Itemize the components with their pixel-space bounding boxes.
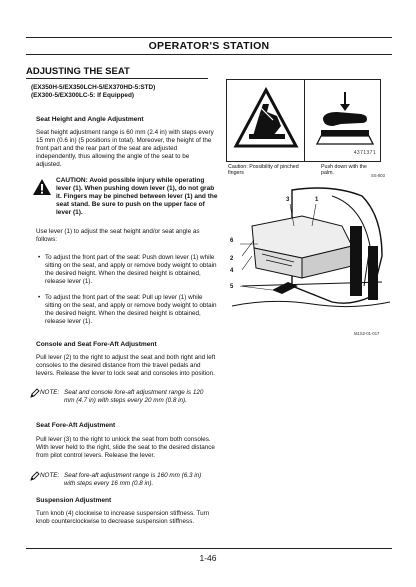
callout-2: 2 [230,256,234,262]
bullet-dot: • [38,294,41,301]
seat-assembly-illustration [232,186,390,326]
bullet-dot: • [38,254,41,261]
pencil-icon [30,471,40,481]
para-suspension: Turn knob (4) clockwise to increase suspension stiffness. Turn knob counterclockwise to decrease suspension stiffness. [36,510,210,525]
bullet-rear-text: To adjust the front part of the seat: Pull up lever (1) while sitting on the seat, and apply or remove body weight to obtain the desired height. When the desired height is obtained, release lever (1). [45,294,217,325]
caution-text: CAUTION: Avoid possible injury while operating lever (1). When pushing down lever (1), do not grab it. Fingers may be pinched between lever (1) and the seat stand. Be sure to push on the upper face of lever (1). [56,177,218,217]
caption-pinched: Caution: Possibility of pinched fingers [228,164,299,177]
pictogram-divider [304,80,305,161]
part-number: 4371371 [353,150,376,156]
para-console-adjust: Pull lever (2) to the right to adjust the seat and both right and left consoles to the desired distance from the travel pedals and levers. Release the lever to lock seat and consoles into position. [36,354,216,377]
palm-push-icon [315,88,375,146]
heading-fore-aft: Seat Fore-Aft Adjustment [36,422,116,429]
header-rule-top [26,37,392,38]
figure2-code: M1S2-01-017 [354,331,380,336]
heading-suspension: Suspension Adjustment [36,497,112,504]
para-height-adjust: Seat height adjustment range is 60 mm (2.4 in) with steps every 15 mm (0.6 in) (5 positions in total). Moreover, the height of the front part and the rear part of the seat are adjusted independently, thus allowing the angle of the seat to be adjusted. [36,129,214,168]
callout-6: 6 [230,238,234,244]
footer-rule [26,548,392,549]
callout-4: 4 [230,268,234,274]
section-rule [26,78,208,79]
pencil-icon [30,388,40,398]
model-line-2: (EX300-5/EX300LC-5: If Equipped) [31,92,134,99]
header-rule-bottom [26,54,392,55]
caption-push-down: Push down with the palm. [321,164,367,177]
callout-5: 5 [230,284,234,290]
model-line-1: (EX350H-5/EX350LCH-5/EX370HD-5:STD) [31,84,156,91]
callout-3: 3 [286,197,290,203]
para-fore-aft: Pull lever (3) to the right to unlock the seat from both consoles. With lever held to the right, slide the seat to the desired distance from pilot control levers. Release the lever. [36,436,215,459]
pinch-warning-icon [233,86,299,152]
note-fore-aft-text: Seat fore-aft adjustment range is 160 mm (6.3 in) with steps every 16 mm (0.8 in). [64,472,202,487]
heading-height-adjust: Seat Height and Angle Adjustment [36,116,144,123]
note-label: NOTE: [40,472,60,479]
bullet-front-text: To adjust the front part of the seat: Push down lever (1) while sitting on the seat, and apply or remove body weight to obtain the desired height. When the desired height is obtained, release lever (1). [45,254,217,285]
warning-icon [32,178,52,196]
section-title: ADJUSTING THE SEAT [26,66,130,77]
para-use-lever: Use lever (1) to adjust the seat height and/or seat angle as follows: [36,228,200,243]
note-console-text: Seat and console fore-aft adjustment range is 120 mm (4.7 in) with steps every 20 mm (0.8 in). [64,389,204,404]
heading-console-adjust: Console and Seat Fore-Aft Adjustment [36,341,157,348]
caution-pictogram-box [226,79,381,162]
page-number: 1-46 [199,553,217,563]
figure1-code: SS-803 [371,173,385,178]
note-label: NOTE: [40,389,60,396]
callout-1: 1 [315,197,319,203]
page-header: OPERATOR'S STATION [148,40,270,52]
